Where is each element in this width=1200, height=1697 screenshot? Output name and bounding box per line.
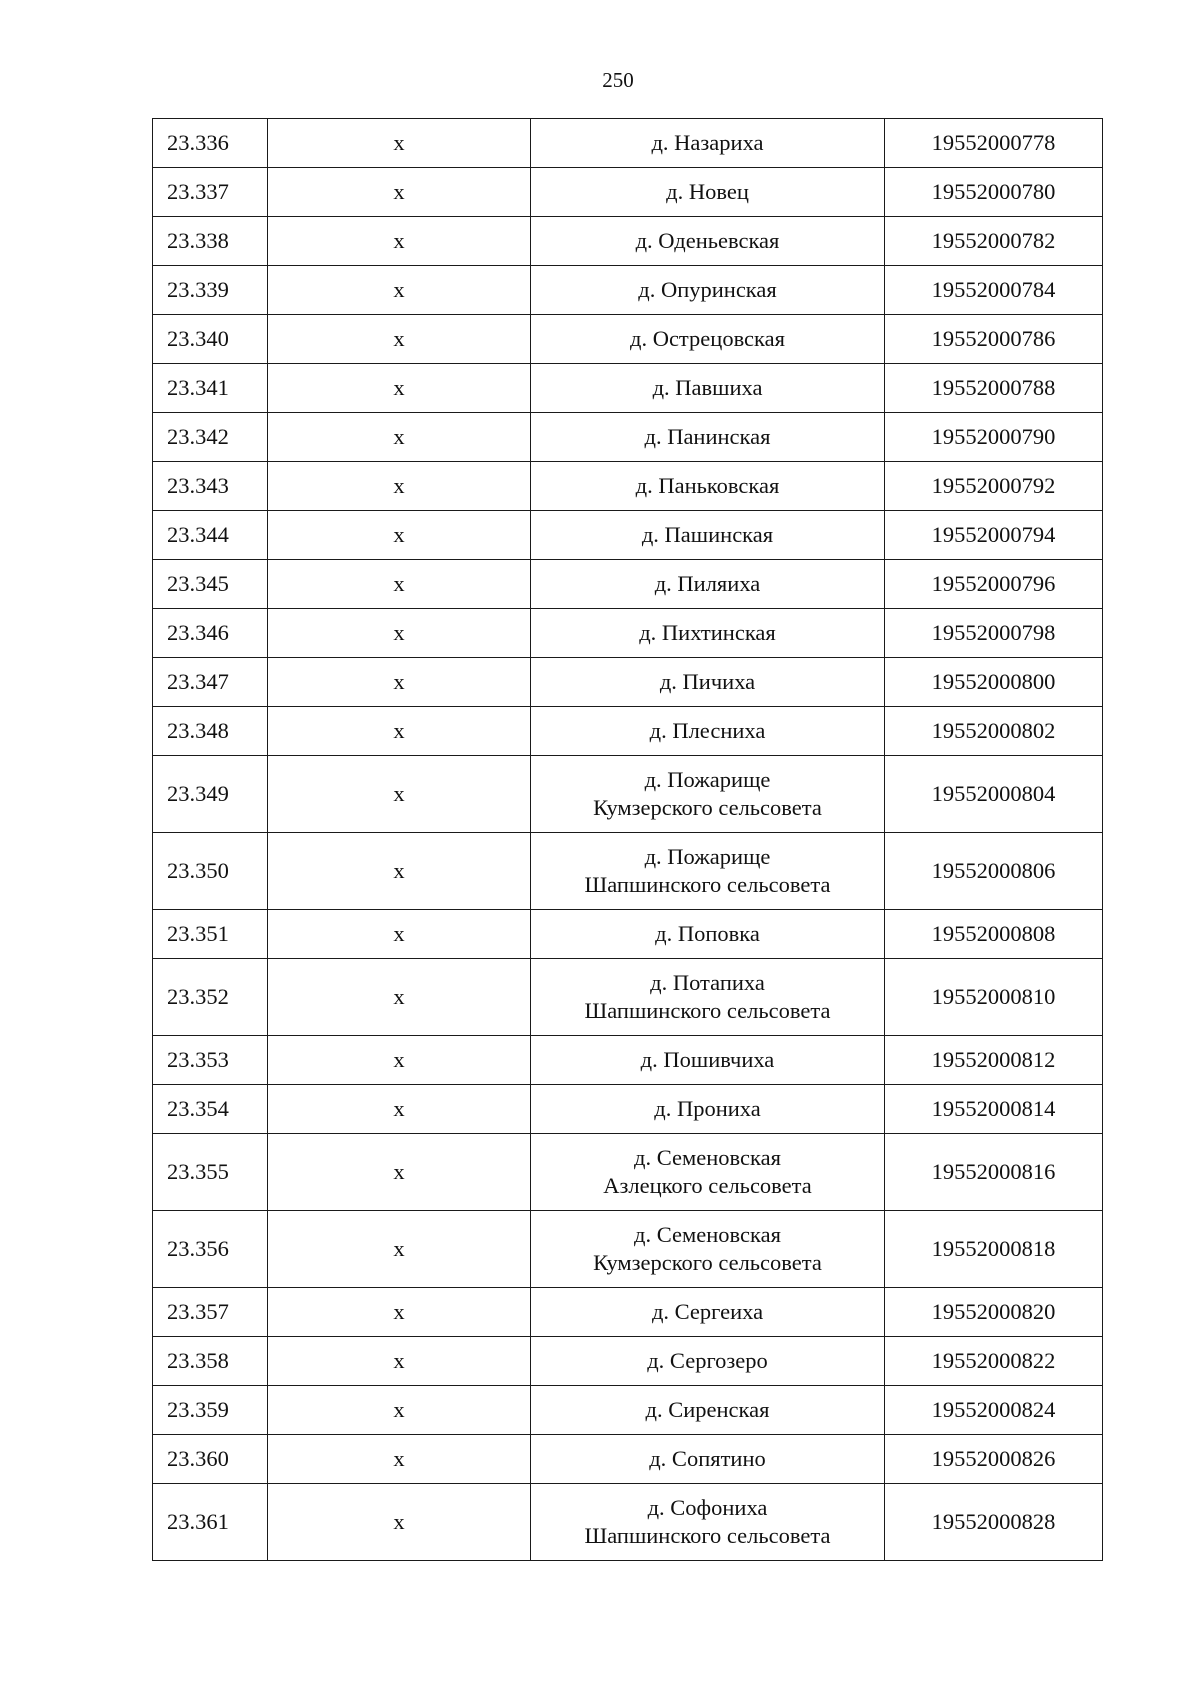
- row-number-cell: 23.348: [153, 707, 268, 756]
- table-row: [153, 910, 1103, 959]
- oktmo-code-cell: 19552000798: [885, 609, 1103, 658]
- settlement-name-cell: [531, 1036, 885, 1085]
- table-body: [153, 119, 1103, 1561]
- oktmo-code-cell: 19552000794: [885, 511, 1103, 560]
- table-row: [153, 1288, 1103, 1337]
- table-row: [153, 1484, 1103, 1561]
- table-row: [153, 560, 1103, 609]
- table-row: [153, 266, 1103, 315]
- row-number-cell: 23.356: [153, 1211, 268, 1288]
- table-row: [153, 217, 1103, 266]
- settlement-name-cell: [531, 658, 885, 707]
- row-number-cell: 23.350: [153, 833, 268, 910]
- settlement-name-line: д. Острецовская: [630, 326, 785, 351]
- table-row: [153, 168, 1103, 217]
- mark-cell: х: [268, 1211, 531, 1288]
- row-number-cell: 23.338: [153, 217, 268, 266]
- oktmo-code-cell: 19552000814: [885, 1085, 1103, 1134]
- oktmo-code-cell: 19552000802: [885, 707, 1103, 756]
- settlement-name-line: д. Новец: [666, 179, 749, 204]
- settlement-name-cell: [531, 1211, 885, 1288]
- oktmo-code-cell: 19552000820: [885, 1288, 1103, 1337]
- table-row: [153, 413, 1103, 462]
- settlement-name-line: Кумзерского сельсовета: [593, 795, 822, 820]
- settlement-name-cell: [531, 168, 885, 217]
- oktmo-code-cell: 19552000806: [885, 833, 1103, 910]
- row-number-cell: 23.345: [153, 560, 268, 609]
- table-row: [153, 1386, 1103, 1435]
- table-row: [153, 1134, 1103, 1211]
- settlement-name-line: д. Прониха: [654, 1096, 761, 1121]
- settlement-name-line: д. Плесниха: [649, 718, 766, 743]
- oktmo-code-cell: 19552000818: [885, 1211, 1103, 1288]
- oktmo-code-cell: 19552000778: [885, 119, 1103, 168]
- mark-cell: х: [268, 707, 531, 756]
- table-row: [153, 119, 1103, 168]
- settlement-name-cell: [531, 217, 885, 266]
- settlement-name-cell: [531, 1386, 885, 1435]
- table-row: [153, 511, 1103, 560]
- row-number-cell: 23.354: [153, 1085, 268, 1134]
- settlement-name-cell: [531, 1337, 885, 1386]
- row-number-cell: 23.340: [153, 315, 268, 364]
- mark-cell: х: [268, 1134, 531, 1211]
- settlement-name-line: д. Пихтинская: [639, 620, 776, 645]
- mark-cell: х: [268, 560, 531, 609]
- settlement-name-cell: [531, 833, 885, 910]
- oktmo-code-cell: 19552000816: [885, 1134, 1103, 1211]
- settlement-name-line: д. Сергозеро: [647, 1348, 768, 1373]
- settlement-name-line: д. Семеновская: [634, 1145, 781, 1170]
- mark-cell: х: [268, 462, 531, 511]
- settlement-name-cell: [531, 1484, 885, 1561]
- mark-cell: х: [268, 315, 531, 364]
- row-number-cell: 23.349: [153, 756, 268, 833]
- table-row: [153, 1036, 1103, 1085]
- settlement-name-line: д. Поповка: [655, 921, 760, 946]
- mark-cell: х: [268, 1484, 531, 1561]
- settlement-name-line: Шапшинского сельсовета: [584, 872, 831, 897]
- settlement-name-cell: [531, 910, 885, 959]
- table-row: [153, 1337, 1103, 1386]
- settlement-name-line: д. Пошивчиха: [640, 1047, 775, 1072]
- row-number-cell: 23.346: [153, 609, 268, 658]
- settlement-name-cell: [531, 511, 885, 560]
- settlement-name-cell: [531, 1435, 885, 1484]
- settlement-name-line: д. Семеновская: [634, 1222, 781, 1247]
- oktmo-code-cell: 19552000812: [885, 1036, 1103, 1085]
- row-number-cell: 23.347: [153, 658, 268, 707]
- oktmo-code-cell: 19552000828: [885, 1484, 1103, 1561]
- oktmo-code-cell: 19552000826: [885, 1435, 1103, 1484]
- mark-cell: х: [268, 217, 531, 266]
- mark-cell: х: [268, 364, 531, 413]
- row-number-cell: 23.361: [153, 1484, 268, 1561]
- row-number-cell: 23.351: [153, 910, 268, 959]
- oktmo-code-cell: 19552000780: [885, 168, 1103, 217]
- table-row: [153, 364, 1103, 413]
- mark-cell: х: [268, 1085, 531, 1134]
- mark-cell: х: [268, 266, 531, 315]
- table-row: [153, 609, 1103, 658]
- oktmo-code-cell: 19552000788: [885, 364, 1103, 413]
- mark-cell: х: [268, 833, 531, 910]
- mark-cell: х: [268, 1435, 531, 1484]
- settlement-name-line: Шапшинского сельсовета: [584, 1523, 831, 1548]
- oktmo-code-cell: 19552000824: [885, 1386, 1103, 1435]
- row-number-cell: 23.357: [153, 1288, 268, 1337]
- settlement-name-cell: [531, 1085, 885, 1134]
- mark-cell: х: [268, 168, 531, 217]
- settlement-name-line: д. Пожарище: [644, 844, 771, 869]
- settlement-name-line: д. Оденьевская: [635, 228, 780, 253]
- oktmo-code-cell: 19552000796: [885, 560, 1103, 609]
- mark-cell: х: [268, 959, 531, 1036]
- mark-cell: х: [268, 910, 531, 959]
- settlement-name-cell: [531, 959, 885, 1036]
- settlement-name-cell: [531, 413, 885, 462]
- oktmo-code-cell: 19552000822: [885, 1337, 1103, 1386]
- oktmo-code-cell: 19552000810: [885, 959, 1103, 1036]
- settlement-name-line: д. Пиляиха: [654, 571, 761, 596]
- table-row: [153, 1211, 1103, 1288]
- row-number-cell: 23.359: [153, 1386, 268, 1435]
- settlement-name-line: Азлецкого сельсовета: [603, 1173, 812, 1198]
- mark-cell: х: [268, 609, 531, 658]
- settlements-table: [152, 118, 1103, 1561]
- mark-cell: х: [268, 1288, 531, 1337]
- settlement-name-cell: [531, 756, 885, 833]
- settlement-name-line: д. Панинская: [644, 424, 771, 449]
- table-row: [153, 756, 1103, 833]
- row-number-cell: 23.358: [153, 1337, 268, 1386]
- oktmo-code-cell: 19552000786: [885, 315, 1103, 364]
- settlement-name-line: д. Софониха: [647, 1495, 768, 1520]
- row-number-cell: 23.343: [153, 462, 268, 511]
- table-row: [153, 833, 1103, 910]
- table-row: [153, 658, 1103, 707]
- settlement-name-line: Шапшинского сельсовета: [584, 998, 831, 1023]
- mark-cell: х: [268, 413, 531, 462]
- settlement-name-cell: [531, 560, 885, 609]
- row-number-cell: 23.360: [153, 1435, 268, 1484]
- row-number-cell: 23.341: [153, 364, 268, 413]
- settlement-name-line: д. Сергеиха: [651, 1299, 764, 1324]
- page-number: 250: [602, 68, 634, 92]
- settlement-name-cell: [531, 609, 885, 658]
- settlement-name-cell: [531, 1288, 885, 1337]
- settlement-name-cell: [531, 315, 885, 364]
- settlement-name-line: д. Павшиха: [652, 375, 763, 400]
- settlement-name-cell: [531, 707, 885, 756]
- settlement-name-line: д. Назариха: [651, 130, 764, 155]
- mark-cell: х: [268, 511, 531, 560]
- settlement-name-cell: [531, 266, 885, 315]
- table-row: [153, 1435, 1103, 1484]
- settlement-name-cell: [531, 1134, 885, 1211]
- table-row: [153, 707, 1103, 756]
- mark-cell: х: [268, 1337, 531, 1386]
- row-number-cell: 23.342: [153, 413, 268, 462]
- mark-cell: х: [268, 119, 531, 168]
- row-number-cell: 23.339: [153, 266, 268, 315]
- oktmo-code-cell: 19552000790: [885, 413, 1103, 462]
- oktmo-code-cell: 19552000808: [885, 910, 1103, 959]
- mark-cell: х: [268, 756, 531, 833]
- settlement-name-cell: [531, 462, 885, 511]
- table-row: [153, 315, 1103, 364]
- settlement-name-line: д. Пашинская: [641, 522, 774, 547]
- mark-cell: х: [268, 1386, 531, 1435]
- row-number-cell: 23.352: [153, 959, 268, 1036]
- table-row: [153, 959, 1103, 1036]
- row-number-cell: 23.353: [153, 1036, 268, 1085]
- table-row: [153, 1085, 1103, 1134]
- settlement-name-line: Кумзерского сельсовета: [593, 1250, 822, 1275]
- row-number-cell: 23.355: [153, 1134, 268, 1211]
- settlement-name-line: д. Пожарище: [644, 767, 771, 792]
- settlement-name-cell: [531, 119, 885, 168]
- mark-cell: х: [268, 1036, 531, 1085]
- settlement-name-line: д. Опуринская: [638, 277, 777, 302]
- row-number-cell: 23.337: [153, 168, 268, 217]
- settlement-name-line: д. Пичиха: [659, 669, 756, 694]
- row-number-cell: 23.336: [153, 119, 268, 168]
- table-row: [153, 462, 1103, 511]
- oktmo-code-cell: 19552000800: [885, 658, 1103, 707]
- settlement-name-line: д. Паньковская: [635, 473, 780, 498]
- oktmo-code-cell: 19552000804: [885, 756, 1103, 833]
- settlement-name-line: д. Сиренская: [645, 1397, 770, 1422]
- row-number-cell: 23.344: [153, 511, 268, 560]
- settlement-name-line: д. Потапиха: [650, 970, 765, 995]
- oktmo-code-cell: 19552000792: [885, 462, 1103, 511]
- settlement-name-line: д. Сопятино: [649, 1446, 766, 1471]
- mark-cell: х: [268, 658, 531, 707]
- settlement-name-cell: [531, 364, 885, 413]
- oktmo-code-cell: 19552000784: [885, 266, 1103, 315]
- oktmo-code-cell: 19552000782: [885, 217, 1103, 266]
